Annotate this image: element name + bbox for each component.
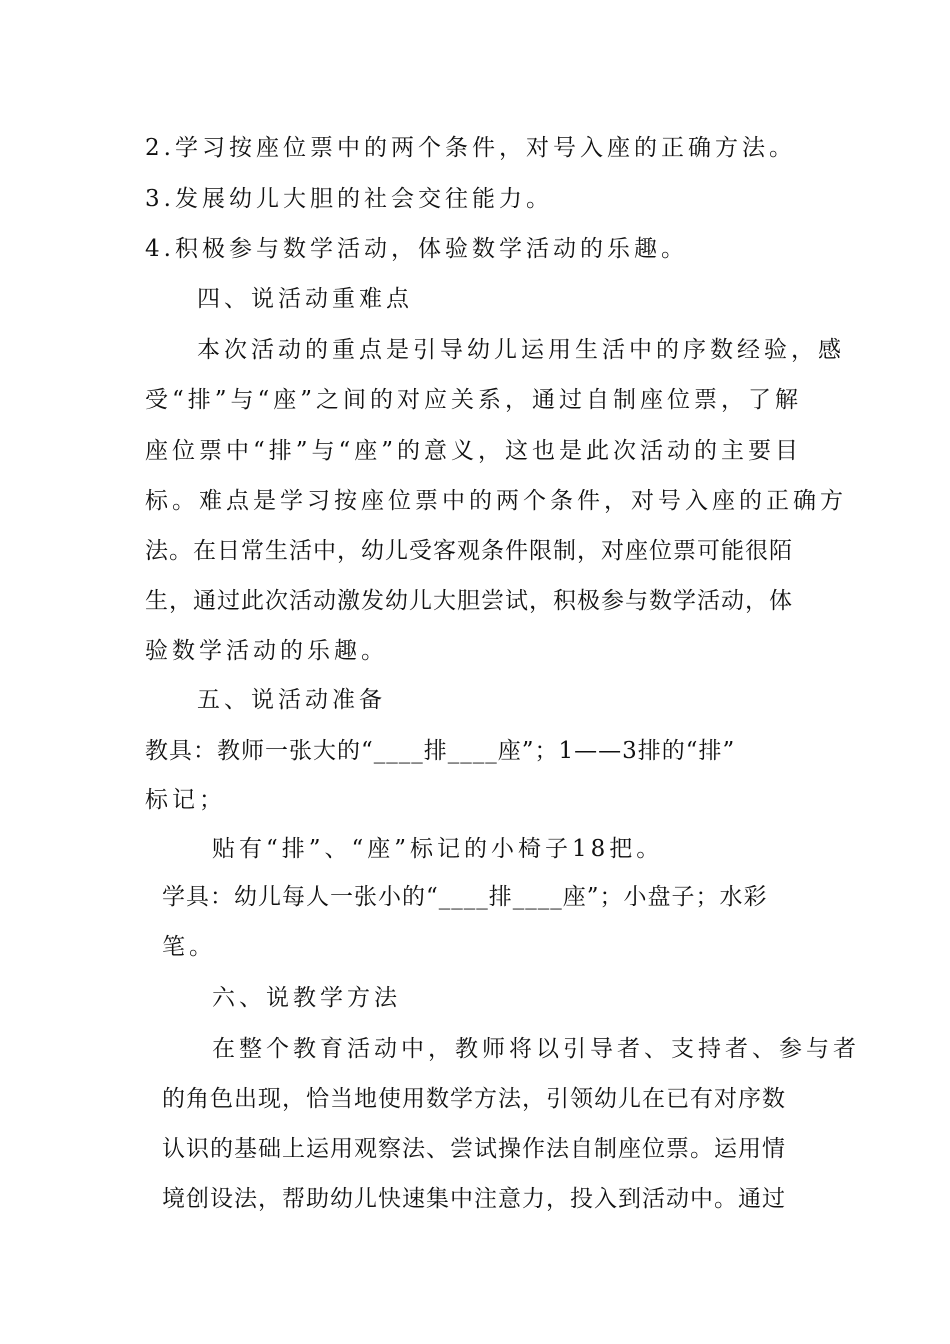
objective-4: 4.积极参与数学活动，体验数学活动的乐趣。: [145, 236, 688, 262]
paragraph-line: 生，通过此次活动激发幼儿大胆尝试，积极参与数学活动，体: [145, 588, 793, 614]
objective-3: 3.发展幼儿大胆的社会交往能力。: [145, 186, 553, 212]
section-heading-5: 五、说活动准备: [197, 687, 386, 713]
paragraph-line: 在整个教育活动中，教师将以引导者、支持者、参与者: [212, 1036, 860, 1062]
paragraph-line: 本次活动的重点是引导幼儿运用生活中的序数经验，感: [197, 337, 845, 363]
paragraph-line: 座位票中“排”与“座”的意义，这也是此次活动的主要目: [145, 438, 803, 464]
learning-aids-line: 笔。: [162, 934, 216, 960]
chairs-line: 贴有“排”、“座”标记的小椅子18把。: [212, 836, 664, 862]
learning-aids-line: 学具：幼儿每人一张小的“____排____座”；小盘子；水彩: [162, 884, 768, 910]
paragraph-line: 法。在日常生活中，幼儿受客观条件限制，对座位票可能很陌: [145, 538, 793, 564]
objective-2: 2.学习按座位票中的两个条件，对号入座的正确方法。: [145, 135, 796, 161]
section-heading-6: 六、说教学方法: [212, 985, 401, 1011]
paragraph-line: 认识的基础上运用观察法、尝试操作法自制座位票。运用情: [162, 1136, 786, 1162]
paragraph-line: 标。难点是学习按座位票中的两个条件，对号入座的正确方: [145, 488, 847, 514]
teaching-aids-line: 教具：教师一张大的“____排____座”；1——3排的“排”: [145, 738, 736, 764]
paragraph-line: 的角色出现，恰当地使用数学方法，引领幼儿在已有对序数: [162, 1086, 786, 1112]
paragraph-line: 验数学活动的乐趣。: [145, 638, 388, 664]
paragraph-line: 境创设法，帮助幼儿快速集中注意力，投入到活动中。通过: [162, 1186, 786, 1212]
teaching-aids-line: 标记；: [145, 787, 226, 813]
section-heading-4: 四、说活动重难点: [197, 286, 413, 312]
paragraph-line: 受“排”与“座”之间的对应关系，通过自制座位票，了解: [145, 387, 803, 413]
